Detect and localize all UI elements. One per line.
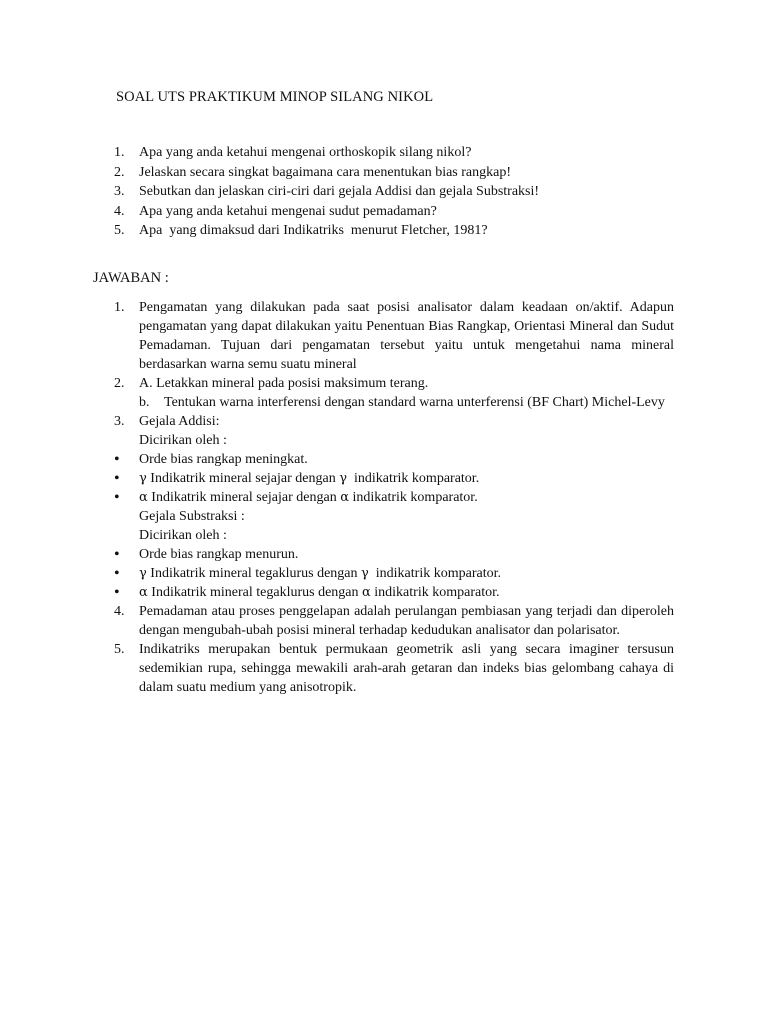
question-number: 2. [114,164,125,180]
answers-heading: JAWABAN : [93,270,169,286]
question-text: Apa yang dimaksud dari Indikatriks menurut Fletcher, 1981? [139,223,488,238]
substraksi-bullet-2 [114,564,674,583]
bullet-text [139,488,674,507]
question-list [114,143,714,241]
answer-2 [114,374,674,393]
alpha-symbol: α [139,585,148,600]
question-item [114,143,714,163]
bullet-text-part: indikatrik komparator. [349,490,478,505]
question-number: 5. [114,223,125,238]
question-text: Sebutkan dan jelaskan ciri-ciri dari gejala Addisi dan gejala Substraksi! [139,184,540,199]
answer-number: 1. [114,300,125,315]
bullet-text-part: indikatrik komparator. [370,585,500,600]
alpha-symbol: α [139,490,148,505]
gamma-symbol: γ [361,566,369,581]
bullet-text-part: indikatrik komparator. [368,566,501,581]
alpha-symbol: α [362,585,371,600]
bullet-text [139,469,674,488]
answer-number: 3. [114,414,125,429]
addisi-title: Gejala Addisi: [139,414,220,429]
addisi-bullet-2 [114,469,674,488]
question-text: Jelaskan secara singkat bagaimana cara menentukan bias rangkap! [139,164,511,180]
answer-number: 5. [114,642,125,657]
addisi-by-text: Dicirikan oleh : [139,433,227,448]
bullet-icon: • [114,489,120,506]
bullet-text: Orde bias rangkap meningkat. [139,452,308,467]
substraksi-title-text: Gejala Substraksi : [139,509,245,524]
question-item [114,163,714,183]
bullet-icon: • [114,451,120,468]
answer-number: 4. [114,604,125,619]
bullet-text-part: Indikatrik mineral sejajar dengan [147,490,341,505]
gamma-symbol: γ [339,471,347,486]
answer-5 [114,640,674,697]
substraksi-by [114,526,674,545]
bullet-icon: • [114,565,120,582]
substraksi-bullet-1 [114,545,674,564]
bullet-text-part: indikatrik komparator. [347,471,480,486]
substraksi-by-text: Dicirikan oleh : [139,528,227,543]
bullet-text: Orde bias rangkap menurun. [139,547,299,562]
answer-list [114,298,674,697]
answer-2-b [114,393,674,412]
answer-1 [114,298,674,374]
answer-2-b-text: Tentukan warna interferensi dengan standard warna unterferensi (BF Chart) Michel-Levy [164,395,665,410]
substraksi-bullet-3 [114,583,674,602]
bullet-text-part: Indikatrik mineral tegaklurus dengan [146,566,361,581]
question-text: Apa yang anda ketahui mengenai orthoskopik silang nikol? [139,145,472,160]
bullet-text [139,583,674,602]
addisi-bullet-1 [114,450,674,469]
answer-text: Pengamatan yang dilakukan pada saat posisi analisator dalam keadaan on/aktif. Adapun pengamatan yang dapat dilakukan yaitu Penentuan Bias Rangkap, Orientasi Mineral dan Sudut Pemadaman. Tujuan dari pengamatan tersebut yaitu untuk mengetahui nama mineral berdasarkan warna semu suatu mineral [139,300,674,372]
question-number: 1. [114,145,125,160]
question-item [114,182,714,202]
bullet-text [139,564,674,583]
alpha-symbol: α [340,490,349,505]
page-title: SOAL UTS PRAKTIKUM MINOP SILANG NIKOL [116,89,434,105]
question-item [114,202,714,222]
answer-text: Pemadaman atau proses penggelapan adalah perulangan pembiasan yang terjadi dan diperoleh dengan mengubah-ubah posisi mineral terhadap kedudukan analisator dan polarisator. [139,604,674,638]
answer-4 [114,602,674,640]
gamma-symbol: γ [139,471,147,486]
addisi-by [114,431,674,450]
bullet-icon: • [114,470,120,487]
question-item [114,221,714,241]
answer-2-a-text: A. Letakkan mineral pada posisi maksimum terang. [139,376,429,391]
answer-number: 2. [114,376,125,391]
bullet-icon: • [114,584,120,601]
question-number: 3. [114,184,125,199]
bullet-icon: • [114,546,120,563]
answer-text: Indikatriks merupakan bentuk permukaan geometrik asli yang secara imaginer tersusun sedemikian rupa, sehingga mewakili arah-arah getaran dan indeks bias gelombang cahaya di dalam suatu medium yang anisotropik. [139,642,674,695]
substraksi-title [114,507,674,526]
answer-2-b-label: b. [139,395,150,410]
addisi-bullet-3 [114,488,674,507]
bullet-text-part: Indikatrik mineral sejajar dengan [146,471,340,486]
gamma-symbol: γ [139,566,147,581]
bullet-text-part: Indikatrik mineral tegaklurus dengan [147,585,362,600]
question-text: Apa yang anda ketahui mengenai sudut pemadaman? [139,203,437,219]
question-number: 4. [114,203,125,219]
answer-3 [114,412,674,431]
